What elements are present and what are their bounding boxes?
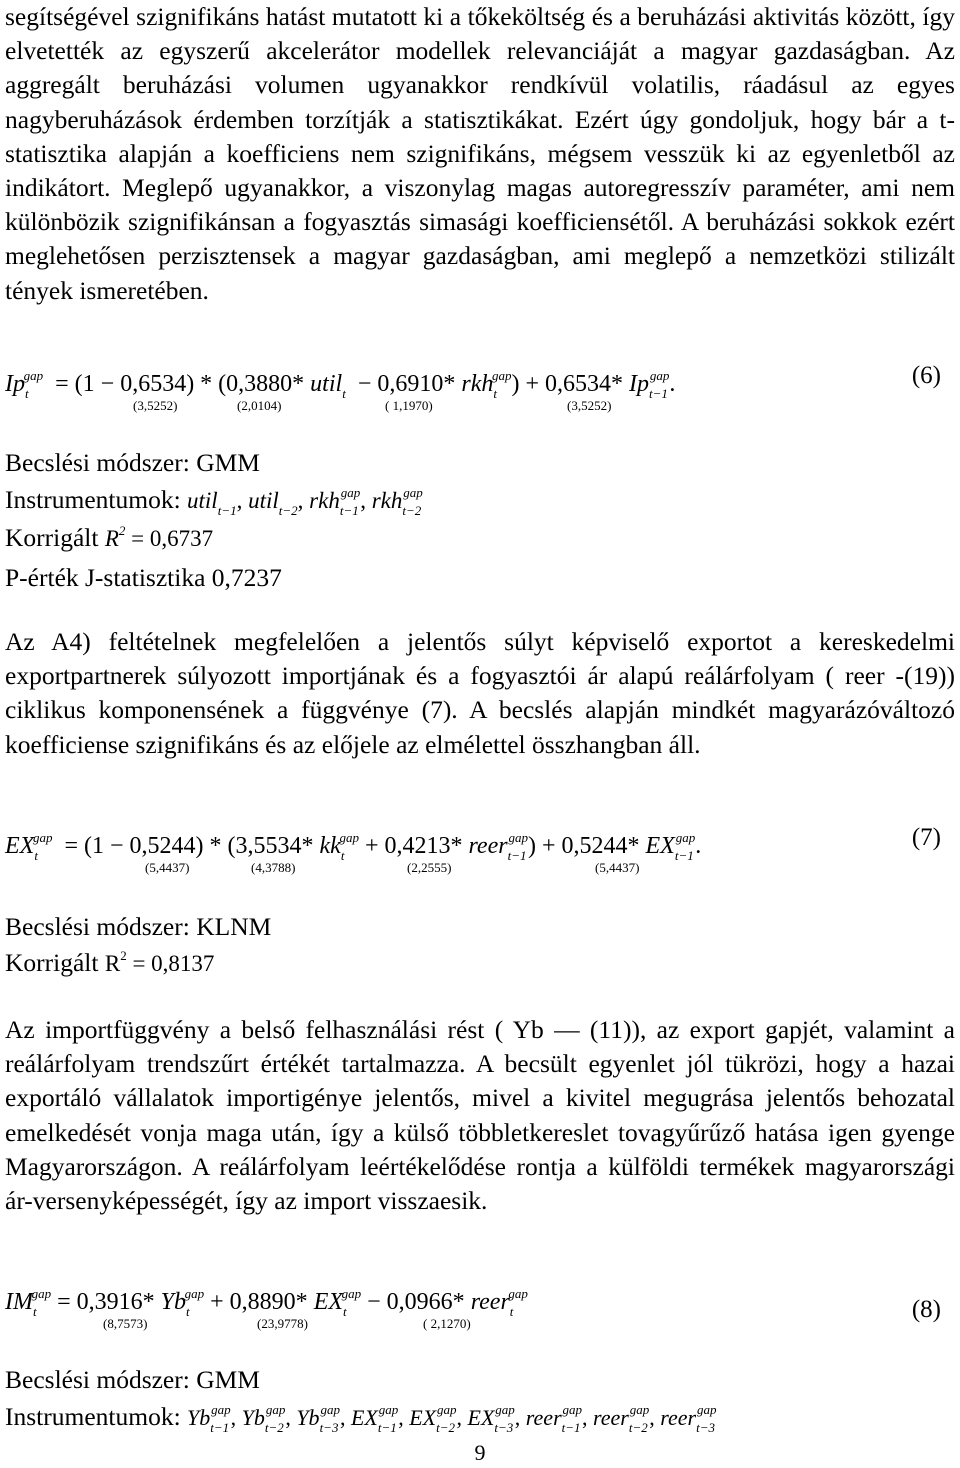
equation-7-se: (5,4437) (595, 860, 640, 875)
equation-6-se: (3,5252) (133, 398, 178, 413)
equation-8-number: (8) (911, 1296, 941, 1323)
adjusted-r2-6: Korrigált $R^2 = 0,6737$ (5, 523, 214, 552)
equation-7-se: (2,2555) (407, 860, 452, 875)
adjusted-r2-7: Korrigált $R^2 = 0,8137$ (5, 948, 215, 977)
equation-6-se: (3,5252) (567, 398, 612, 413)
instruments-8: Instrumentumok: $Yb_{t-1}^{gap}$, $Yb_{t-2}^{gap}$, $Yb_{t-3}^{gap}$, $EX_{t-1}^{gap}$, $EX_{t-2}^{gap}$, $EX_{t-3}^{gap}$, reer$_{t-1}^{gap}$, reer$_{t-2}^{gap}$, reer$_{t-3}^{gap}$ (5, 1402, 717, 1435)
instruments-6: Instrumentumok: util$_{t-1}$, util$_{t-2}$, rkh$_{t-1}^{gap}$, rkh$_{t-2}^{gap}$ (5, 485, 423, 518)
equation-8-se: (23,9778) (257, 1316, 308, 1331)
paragraph-export: Az A4) feltételnek megfelelően a jelentős súlyt képviselő exportot a kereskedelmi exportpartnerek súlyozott importjának és a fogyasztói ár alapú reálárfolyam ( reer -(19)) ciklikus komponensének a függvénye (7). A becslés alapján mindkét magyarázóváltozó koefficiense szignifikáns és az előjele az elmélettel összhangban áll. (5, 627, 955, 759)
equation-6-se: (2,0104) (237, 398, 282, 413)
equation-7-number: (7) (911, 824, 941, 851)
instruments-label: Instrumentumok: (5, 485, 181, 514)
equation-6-body: $Ip_t^{gap} = (1 - 0,6534) * (0,3880*$ util$_t$ − 0,6910* rkh$_t^{gap}$) + 0,6534* $Ip_{t-1}^{gap}$. (5, 368, 676, 401)
j-statistic-pvalue: P-érték J-statisztika 0,7237 (5, 563, 282, 592)
equation-7-body: $EX_t^{gap} = (1 - 0,5244) * (3,5534*$ $kk_t^{gap} + 0,4213*$ reer$_{t-1}^{gap}$) + 0,5244* $EX_{t-1}^{gap}$. (5, 830, 702, 863)
equation-6-se: ( 1,1970) (385, 398, 433, 413)
page-number: 9 (474, 1440, 486, 1465)
paragraph-import: Az importfüggvény a belső felhasználási rést ( Yb — (11)), az export gapjét, valamint a reálárfolyam trendszűrt értékét tartalmazza. A becsült egyenlet jól tükrözi, hogy a hazai exportáló vállalatok importigénye jelentős, mivel a kivitel megugrása jelentős behozatal emelkedését vonja maga után, így a külső többletkereslet tovagyűrűző hatása igen gyenge Magyarországon. A reálárfolyam leértékelődése rontja a külföldi termékek magyarországi ár-versenyképességét, így az import visszaesik. (5, 1015, 955, 1216)
equation-8-body: $IM_t^{gap} = 0,3916*$ $Yb_t^{gap} + 0,8890*$ $EX_t^{gap} - 0,0966*$ reer$_t^{gap}$ (5, 1286, 528, 1319)
estimation-method-8: Becslési módszer: GMM (5, 1365, 260, 1394)
equation-6-number: (6) (911, 362, 941, 389)
equation-7-se: (5,4437) (145, 860, 190, 875)
estimation-method-6: Becslési módszer: GMM (5, 448, 260, 477)
paragraph-investment: segítségével szignifikáns hatást mutatott ki a tőkeköltség és a beruházási aktivitás között, így elvetették az egyszerű akcelerátor modellek relevanciáját a magyar gazdaságban. Az aggregált beruházási volumen ugyanakkor rendkívül volatilis, ráadásul az egyes nagyberuházások érdemben torzítják a statisztikákat. Ezért úgy gondoljuk, hogy bár a t-statisztika alapján a koefficiens nem szignifikáns, mégsem vesszük ki az egyenletből az indikátort. Meglepő ugyanakkor, a viszonylag magas autoregresszív paraméter, ami nem különbözik szignifikánsan a fogyasztás simasági koefficiensétől. A beruházási sokkok ezért meglehetősen perzisztensek a magyar gazdaságban, ami meglepő a nemzetközi stilizált tények ismeretében. (5, 2, 955, 305)
equation-8-se: ( 2,1270) (423, 1316, 471, 1331)
equation-8-se: (8,7573) (103, 1316, 148, 1331)
equation-7-se: (4,3788) (251, 860, 296, 875)
estimation-method-7: Becslési módszer: KLNM (5, 912, 272, 941)
instruments-label: Instrumentumok: (5, 1402, 181, 1431)
